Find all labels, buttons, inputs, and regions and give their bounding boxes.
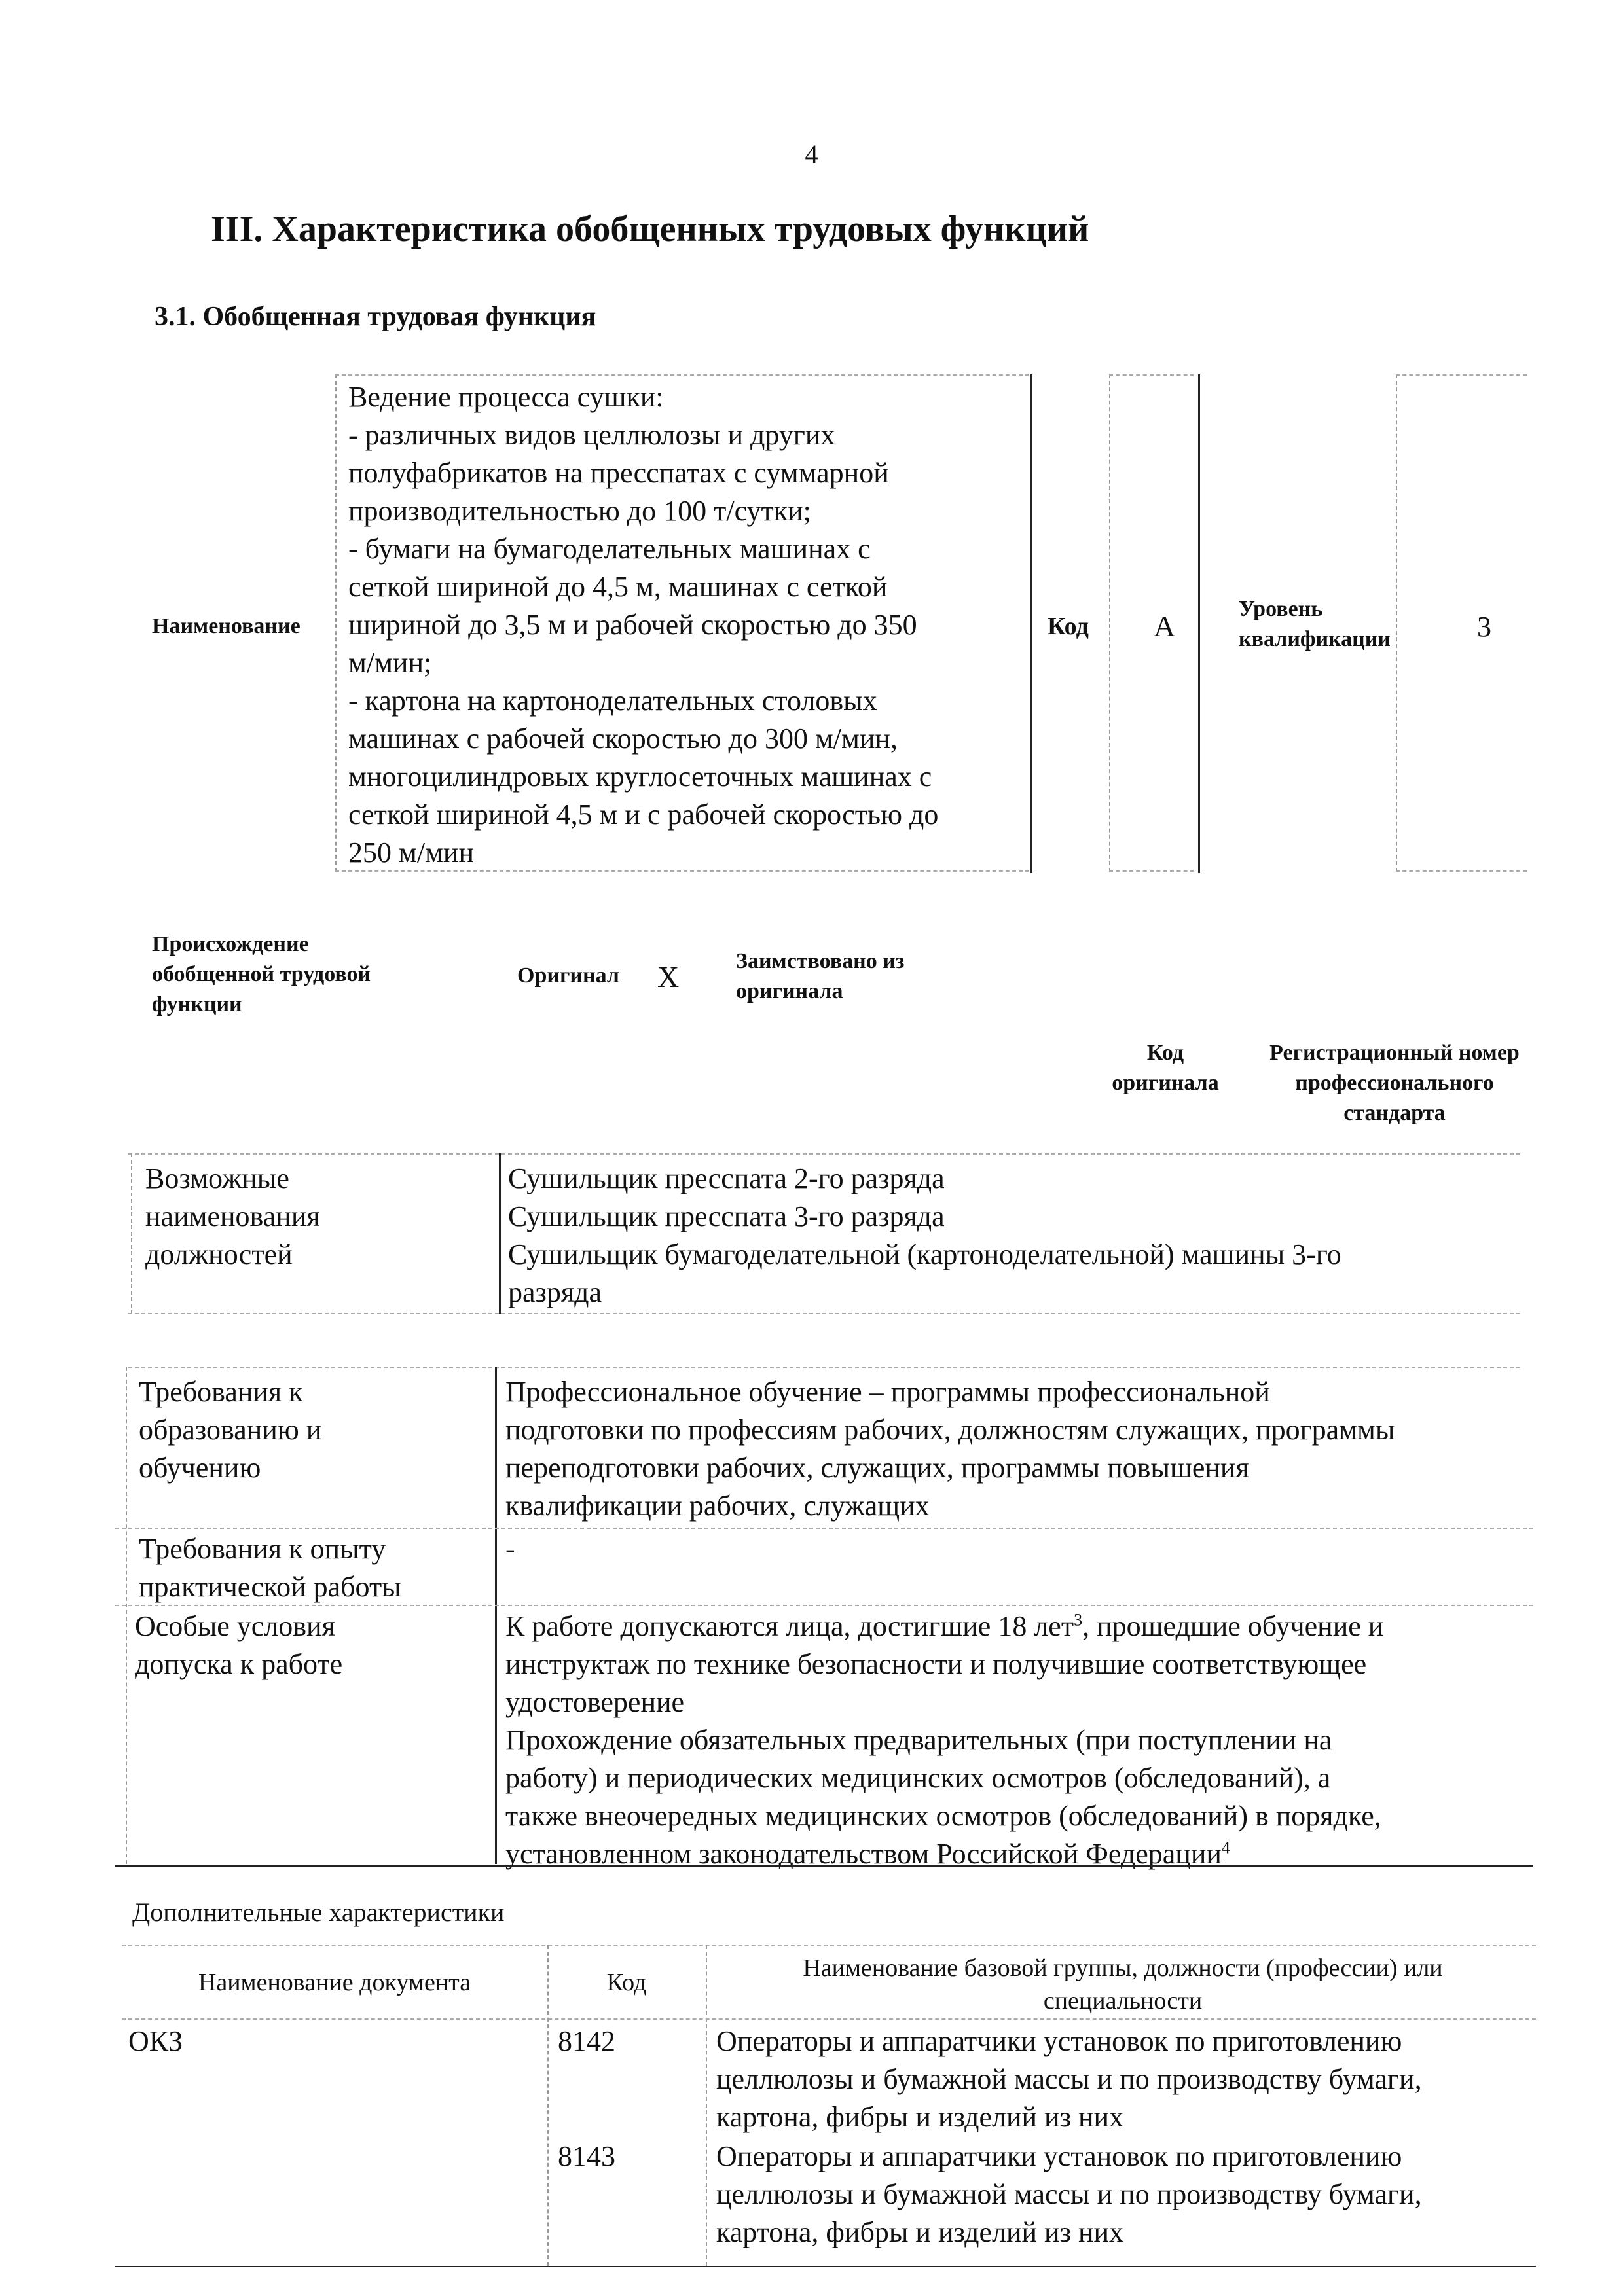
original-label: Оригинал — [517, 963, 619, 988]
function-name-line: сеткой шириной 4,5 м и с рабочей скоростью до — [348, 798, 939, 831]
original-code-label-line: Код — [1146, 1041, 1184, 1065]
level-label-line: Уровень — [1239, 597, 1323, 621]
requirements-left-border — [126, 1367, 127, 1864]
original-code-label — [1067, 1038, 1264, 1098]
education-label-line: обучению — [139, 1452, 261, 1484]
experience-label — [139, 1530, 401, 1606]
registration-number-label — [1244, 1038, 1545, 1128]
row-2-name-line: Операторы и аппаратчики установок по приготовлению — [716, 2140, 1402, 2172]
positions-label-line: наименования — [145, 1200, 320, 1232]
code-bottom-border — [1109, 870, 1194, 872]
row-2-name — [716, 2138, 1422, 2251]
code-value: A — [1154, 609, 1176, 643]
registration-number-label-line: Регистрационный номер — [1269, 1041, 1520, 1065]
positions-label-line: Возможные — [145, 1162, 289, 1194]
position-title: Сушильщик бумагоделательной (картоноделательной) машины 3-го — [508, 1238, 1341, 1270]
experience-label-line: Требования к опыту — [139, 1533, 386, 1565]
education-label-line: Требования к — [139, 1376, 303, 1408]
additional-top-border — [122, 1945, 1536, 1946]
positions-divider — [499, 1153, 501, 1314]
education-label — [139, 1373, 321, 1487]
function-name — [348, 378, 1029, 872]
position-title: разряда — [508, 1276, 602, 1308]
code-divider — [1109, 374, 1110, 872]
special-conditions-label-line: Особые условия — [135, 1610, 335, 1642]
function-name-line: полуфабрикатов на пресспатах с суммарной — [348, 457, 889, 489]
code-right-border — [1198, 374, 1200, 873]
requirements-bottom-border — [115, 1865, 1533, 1867]
experience-row-border — [115, 1605, 1533, 1606]
additional-bottom-border — [115, 2266, 1536, 2267]
row-1-name — [716, 2022, 1422, 2136]
function-name-line: - картона на картоноделательных столовых — [348, 685, 877, 717]
origin-label-line: функции — [152, 992, 242, 1016]
positions-top-border — [128, 1153, 1520, 1155]
position-title: Сушильщик пресспата 3-го разряда — [508, 1200, 945, 1232]
education-label-line: образованию и — [139, 1414, 322, 1446]
origin-label-line: Происхождение — [152, 932, 309, 956]
origin-label-line: обобщенной трудовой — [152, 962, 371, 986]
additional-divider-1 — [547, 1945, 549, 2266]
name-right-border — [1030, 374, 1032, 873]
name-bottom-border — [335, 870, 1029, 872]
original-code-label-line: оригинала — [1112, 1071, 1219, 1095]
function-name-line: сеткой шириной до 4,5 м, машинах с сеткой — [348, 571, 888, 603]
special-conditions-line: Прохождение обязательных предварительных (при поступлении на — [505, 1724, 1332, 1756]
special-conditions-label — [135, 1607, 342, 1683]
additional-title: Дополнительные характеристики — [132, 1897, 505, 1927]
original-mark: X — [657, 960, 680, 994]
borrowed-label-line: Заимствовано из — [736, 949, 905, 973]
level-value: 3 — [1477, 611, 1491, 643]
special-conditions-value — [505, 1607, 1383, 1873]
level-bottom-border — [1396, 870, 1527, 872]
education-row-border — [115, 1528, 1533, 1529]
code-label: Код — [1048, 613, 1089, 640]
row-1-name-line: целлюлозы и бумажной массы и по производству бумаги, — [716, 2063, 1422, 2095]
function-name-line: шириной до 3,5 м и рабочей скоростью до 350 — [348, 609, 917, 641]
position-title: Сушильщик пресспата 2-го разряда — [508, 1162, 945, 1194]
special-conditions-label-line: допуска к работе — [135, 1648, 343, 1680]
positions-label — [145, 1160, 320, 1274]
page-number: 4 — [805, 139, 818, 169]
positions-value — [508, 1160, 1341, 1312]
row-1-document: ОКЗ — [128, 2025, 183, 2057]
special-conditions-text: , прошедшие обучение и — [1082, 1610, 1384, 1642]
special-conditions-line: инструктаж по технике безопасности и получившие соответствующее — [505, 1648, 1367, 1680]
level-label-line: квалификации — [1239, 627, 1391, 651]
function-name-line: - бумаги на бумагоделательных машинах с — [348, 533, 871, 565]
education-line: Профессиональное обучение – программы профессиональной — [505, 1376, 1270, 1408]
registration-number-label-line: профессионального — [1295, 1071, 1494, 1095]
level-label — [1239, 594, 1391, 655]
function-name-line: Ведение процесса сушки: — [348, 381, 664, 413]
function-name-line: многоцилиндровых круглосеточных машинах с — [348, 761, 932, 793]
row-1-code: 8142 — [558, 2025, 615, 2057]
row-1-name-line: Операторы и аппаратчики установок по приготовлению — [716, 2025, 1402, 2057]
function-name-line: 250 м/мин — [348, 836, 475, 869]
level-top-border — [1396, 374, 1527, 376]
additional-divider-2 — [706, 1945, 707, 2266]
positions-bottom-border — [128, 1313, 1520, 1314]
special-conditions-text: установленном законодательством Российской Федерации — [505, 1838, 1222, 1870]
special-conditions-text: К работе допускаются лица, достигшие 18 лет — [505, 1610, 1074, 1642]
positions-label-line: должностей — [145, 1238, 293, 1270]
subsection-title: 3.1. Обобщенная трудовая функция — [155, 302, 596, 332]
level-divider — [1396, 374, 1397, 872]
name-label: Наименование — [152, 614, 301, 638]
function-name-line: производительностью до 100 т/сутки; — [348, 495, 811, 527]
row-2-name-line: картона, фибры и изделий из них — [716, 2216, 1124, 2248]
footnote-ref-3: 3 — [1074, 1610, 1083, 1630]
education-line: квалификации рабочих, служащих — [505, 1490, 930, 1522]
function-name-line: машинах с рабочей скоростью до 300 м/мин, — [348, 723, 898, 755]
header-group-name-line: Наименование базовой группы, должности (профессии) или — [803, 1954, 1443, 1982]
row-2-code: 8143 — [558, 2140, 615, 2172]
education-line: переподготовки рабочих, служащих, программы повышения — [505, 1452, 1249, 1484]
row-1-name-line: картона, фибры и изделий из них — [716, 2101, 1124, 2133]
registration-number-label-line: стандарта — [1343, 1101, 1446, 1125]
header-code: Код — [606, 1969, 647, 1996]
special-conditions-line: удостоверение — [505, 1686, 685, 1718]
experience-label-line: практической работы — [139, 1571, 401, 1603]
function-name-line: м/мин; — [348, 647, 432, 679]
borrowed-label-line: оригинала — [736, 979, 843, 1003]
special-conditions-line: также внеочередных медицинских осмотров (обследований) в порядке, — [505, 1800, 1381, 1832]
name-left-border — [335, 374, 337, 872]
section-title: III. Характеристика обобщенных трудовых функций — [211, 209, 1089, 249]
header-document: Наименование документа — [198, 1969, 471, 1996]
requirements-top-border — [128, 1367, 1520, 1368]
requirements-divider — [495, 1367, 497, 1864]
borrowed-label — [736, 946, 904, 1007]
name-top-border — [335, 374, 1029, 376]
function-name-line: - различных видов целлюлозы и других — [348, 419, 835, 451]
row-2-name-line: целлюлозы и бумажной массы и по производству бумаги, — [716, 2178, 1422, 2210]
education-value — [505, 1373, 1395, 1525]
footnote-ref-4: 4 — [1221, 1838, 1230, 1857]
origin-label — [152, 929, 371, 1020]
positions-left-border — [131, 1153, 132, 1314]
additional-header-border — [122, 2018, 1536, 2020]
special-conditions-line: работу) и периодических медицинских осмотров (обследований), а — [505, 1762, 1331, 1794]
experience-value: - — [505, 1533, 515, 1565]
education-line: подготовки по профессиям рабочих, должностям служащих, программы — [505, 1414, 1395, 1446]
header-group-name-line: специальности — [1043, 1987, 1203, 2015]
code-top-border — [1109, 374, 1194, 376]
header-group-name — [712, 1952, 1533, 2017]
special-conditions-line — [505, 1835, 1383, 1873]
special-conditions-line — [505, 1607, 1383, 1645]
